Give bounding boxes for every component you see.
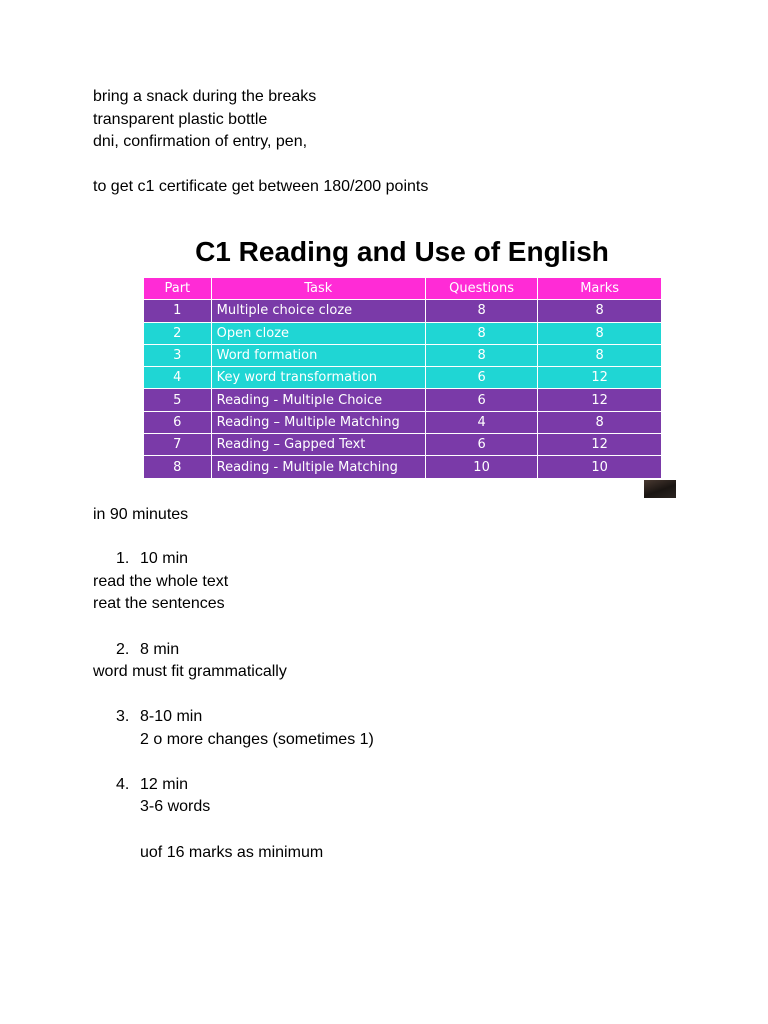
- step-1-note-read: read the whole text: [93, 573, 229, 590]
- note-documents: dni, confirmation of entry, pen,: [93, 133, 308, 150]
- table-row: [144, 434, 662, 456]
- cell-part: 2: [144, 322, 212, 344]
- step-4: [116, 774, 188, 796]
- cell-task: Reading - Multiple Choice: [211, 389, 425, 411]
- cell-task: Reading - Multiple Matching: [211, 456, 425, 478]
- step-number: 1.: [116, 550, 130, 567]
- cell-task: Open cloze: [211, 322, 425, 344]
- cell-task: Word formation: [211, 344, 425, 366]
- cell-marks: 8: [538, 300, 662, 322]
- cell-marks: 12: [538, 367, 662, 389]
- cell-part: 7: [144, 434, 212, 456]
- step-label: 8 min: [140, 641, 180, 658]
- step-number: 3.: [116, 708, 130, 725]
- cell-marks: 8: [538, 322, 662, 344]
- cell-marks: 8: [538, 344, 662, 366]
- c1-reading-slide-image: [140, 228, 664, 480]
- cell-questions: 6: [425, 389, 537, 411]
- cell-part: 4: [144, 367, 212, 389]
- cell-questions: 6: [425, 367, 537, 389]
- cell-questions: 8: [425, 300, 537, 322]
- video-thumbnail-image: [644, 480, 676, 498]
- table-row: [144, 367, 662, 389]
- header-marks: Marks: [538, 278, 662, 300]
- table-row: [144, 322, 662, 344]
- step-4-note-minimum-marks: uof 16 marks as minimum: [140, 844, 324, 861]
- note-certificate-points: to get c1 certificate get between 180/200 points: [93, 178, 429, 195]
- step-number: 4.: [116, 776, 130, 793]
- cell-part: 6: [144, 411, 212, 433]
- cell-part: 3: [144, 344, 212, 366]
- cell-part: 8: [144, 456, 212, 478]
- cell-marks: 10: [538, 456, 662, 478]
- header-task: Task: [211, 278, 425, 300]
- step-1-note-sentences: reat the sentences: [93, 595, 225, 612]
- note-duration: in 90 minutes: [93, 506, 189, 523]
- header-questions: Questions: [425, 278, 537, 300]
- slide-title: C1 Reading and Use of English: [195, 236, 609, 267]
- step-2-note-grammar: word must fit grammatically: [93, 663, 287, 680]
- step-label: 8-10 min: [140, 708, 203, 725]
- step-label: 10 min: [140, 550, 189, 567]
- cell-questions: 10: [425, 456, 537, 478]
- step-label: 12 min: [140, 776, 189, 793]
- cell-questions: 8: [425, 344, 537, 366]
- step-2: [116, 639, 179, 661]
- table-row: [144, 344, 662, 366]
- table-row: [144, 411, 662, 433]
- cell-marks: 8: [538, 411, 662, 433]
- cell-questions: 8: [425, 322, 537, 344]
- cell-part: 5: [144, 389, 212, 411]
- step-1: [116, 548, 188, 570]
- cell-task: Multiple choice cloze: [211, 300, 425, 322]
- table-header-row: [144, 278, 662, 300]
- cell-questions: 4: [425, 411, 537, 433]
- table-row: [144, 389, 662, 411]
- cell-questions: 6: [425, 434, 537, 456]
- step-3: [116, 706, 202, 728]
- table-row: [144, 456, 662, 478]
- cell-marks: 12: [538, 434, 662, 456]
- cell-part: 1: [144, 300, 212, 322]
- step-4-note-words: 3-6 words: [140, 798, 211, 815]
- table-row: [144, 300, 662, 322]
- cell-task: Key word transformation: [211, 367, 425, 389]
- step-number: 2.: [116, 641, 130, 658]
- cell-task: Reading – Gapped Text: [211, 434, 425, 456]
- note-snack: bring a snack during the breaks: [93, 88, 317, 105]
- cell-marks: 12: [538, 389, 662, 411]
- header-part: Part: [144, 278, 212, 300]
- parts-table: [143, 277, 662, 479]
- cell-task: Reading – Multiple Matching: [211, 411, 425, 433]
- note-bottle: transparent plastic bottle: [93, 111, 268, 128]
- step-3-note-changes: 2 o more changes (sometimes 1): [140, 731, 374, 748]
